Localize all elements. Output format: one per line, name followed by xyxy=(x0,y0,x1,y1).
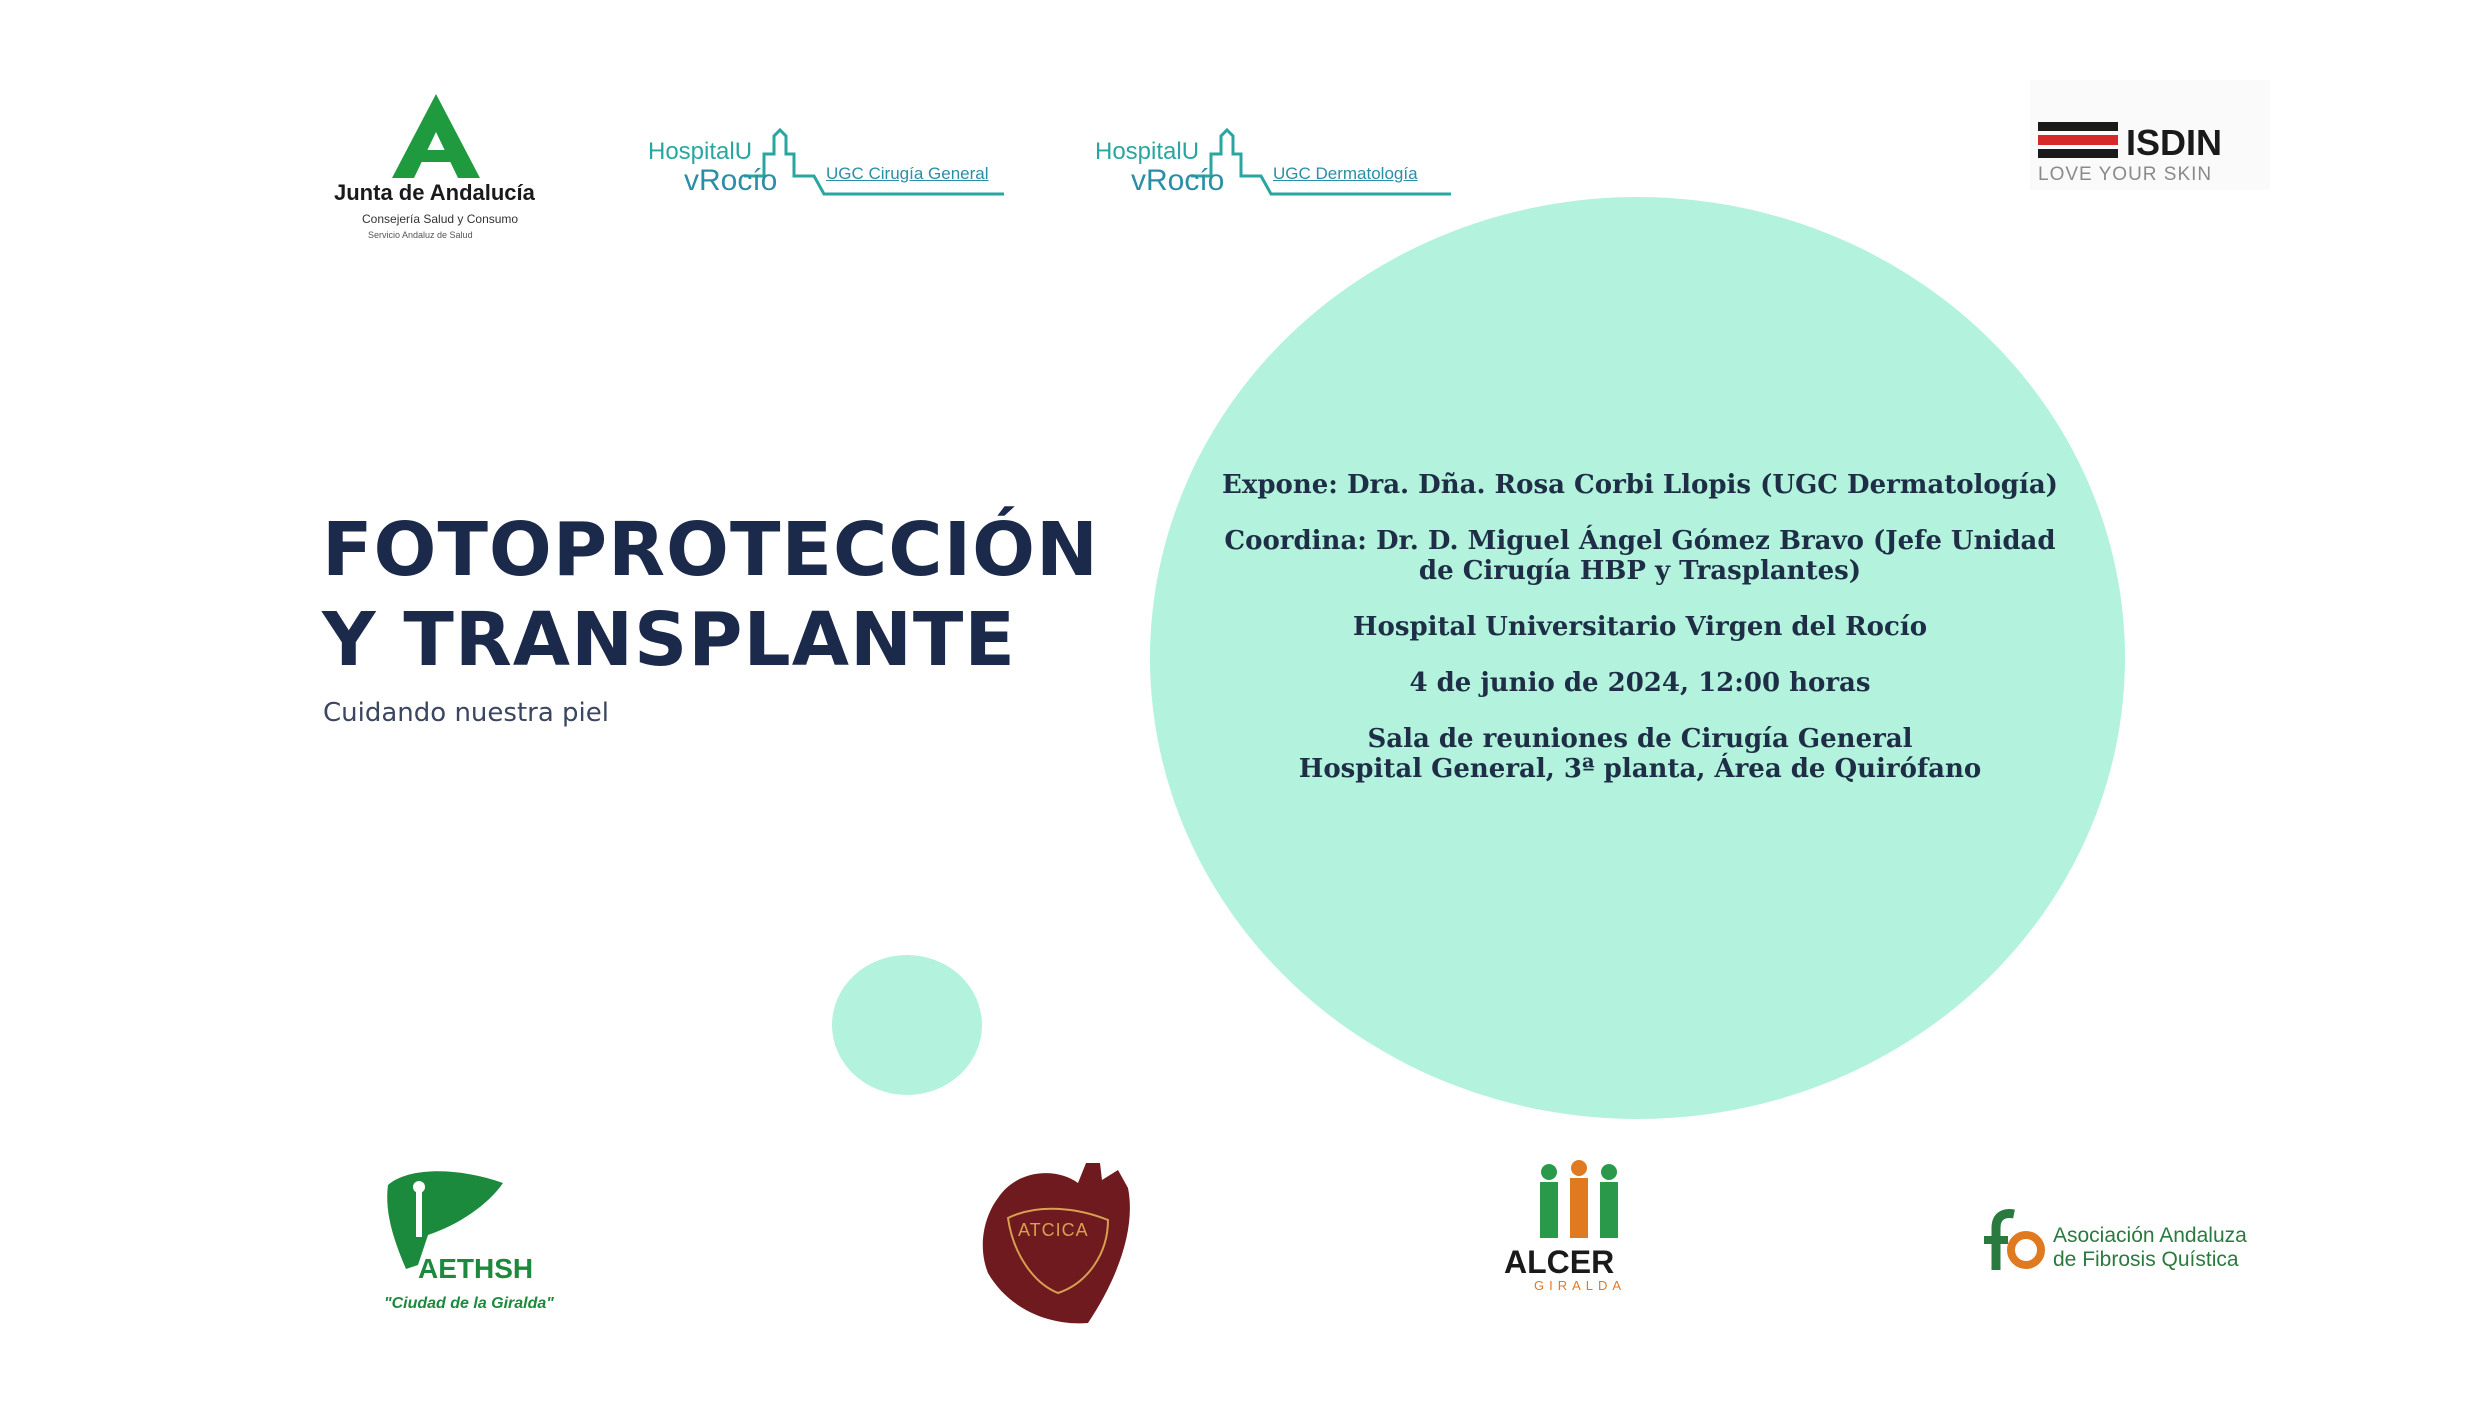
isdin-tagline: LOVE YOUR SKIN xyxy=(2038,164,2213,185)
junta-name: Junta de Andalucía xyxy=(334,180,535,205)
hospital-unit: UGC Cirugía General xyxy=(826,164,989,183)
alcer-name: ALCER xyxy=(1504,1244,1615,1280)
isdin-brand: ISDIN xyxy=(2126,122,2223,163)
junta-a-icon xyxy=(388,92,484,180)
event-info xyxy=(1200,470,2080,810)
coordinator-line-1: Coordina: Dr. D. Miguel Ángel Gómez Bravo (Jefe Unidad xyxy=(1224,526,2056,556)
atcica-name: ATCICA xyxy=(1018,1220,1089,1240)
fq-monogram-icon xyxy=(1978,1206,2048,1276)
junta-department: Consejería Salud y Consumo xyxy=(362,212,519,226)
alcer-sub: GIRALDA xyxy=(1534,1278,1627,1293)
coordinator-line-2: de Cirugía HBP y Trasplantes) xyxy=(1418,556,1862,586)
junta-andalucia-logo xyxy=(318,90,548,260)
hospital-cirugia-logo xyxy=(648,120,1008,210)
aethsh-name: AETHSH xyxy=(418,1253,534,1284)
heart-icon xyxy=(978,1158,1133,1328)
hospital-dermatologia-logo xyxy=(1095,120,1455,210)
event-location: Hospital General, 3ª planta, Área de Quirófano xyxy=(1298,754,1982,784)
aethsh-logo xyxy=(378,1165,658,1325)
decorative-circle xyxy=(832,955,982,1095)
title-line-1: FOTOPROTECCIÓN xyxy=(322,507,1099,593)
event-datetime: 4 de junio de 2024, 12:00 horas xyxy=(1409,668,1871,698)
aethsh-motto: "Ciudad de la Giralda" xyxy=(384,1295,554,1312)
isdin-flag-icon xyxy=(2038,122,2118,158)
page-subtitle: Cuidando nuestra piel xyxy=(323,698,609,728)
hospital-name-line2: vRocío xyxy=(1131,164,1225,197)
speaker: Expone: Dra. Dña. Rosa Corbi Llopis (UGC Dermatología) xyxy=(1222,470,2058,500)
hospital-name-line2: vRocío xyxy=(684,164,778,197)
venue-hospital: Hospital Universitario Virgen del Rocío xyxy=(1352,612,1928,642)
title-line-2: Y TRANSPLANTE xyxy=(322,597,1016,683)
page-title xyxy=(322,505,1142,685)
junta-service: Servicio Andaluz de Salud xyxy=(368,230,473,240)
fibrosis-line-1: Asociación Andaluza xyxy=(2053,1224,2247,1247)
fibrosis-association-logo xyxy=(1978,1190,2278,1280)
people-icon xyxy=(1534,1160,1624,1244)
event-room: Sala de reuniones de Cirugía General xyxy=(1367,724,1913,754)
hospital-name-line1: HospitalU xyxy=(648,138,753,165)
alcer-logo xyxy=(1500,1160,1660,1320)
fibrosis-line-2: de Fibrosis Quística xyxy=(2053,1248,2239,1271)
hospital-name-line1: HospitalU xyxy=(1095,138,1200,165)
hospital-unit: UGC Dermatología xyxy=(1273,164,1418,183)
isdin-logo xyxy=(2030,80,2270,190)
atcica-logo xyxy=(978,1158,1133,1328)
